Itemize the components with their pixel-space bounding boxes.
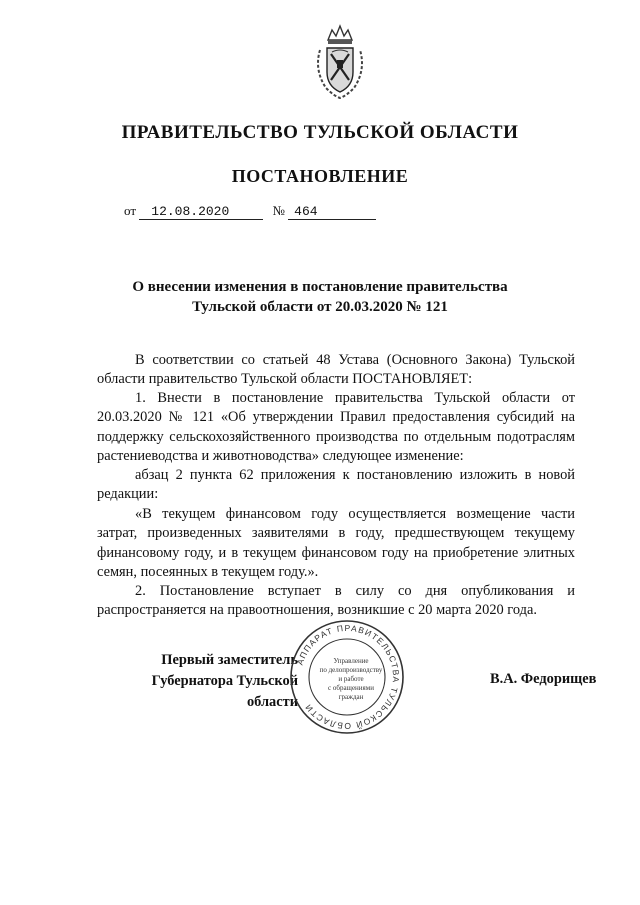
position-line-1: Первый заместитель (161, 652, 298, 668)
subject-line-2: Тульской области от 20.03.2020 № 121 (192, 299, 448, 315)
official-round-stamp-icon (288, 618, 406, 736)
paragraph-amendment-intro (97, 466, 575, 505)
paragraph-text: 2. Постановление вступает в силу со дня опубликования и распространяется на правоотношения, возникшие с 20 марта 2020 года. (97, 583, 575, 619)
paragraph-item-2 (97, 582, 575, 621)
paragraph-text: «В текущем финансовом году осуществляется возмещение части затрат, произведенных заявителями в году, предшествующем текущему финансовому году, и в текущем финансовом году на приобретение элитных семян, посеянных в текущем году.». (97, 506, 575, 580)
number-value: 464 (288, 204, 376, 220)
subject-line-1: О внесении изменения в постановление правительства (132, 279, 508, 295)
stamp-center-line-3: и работе (338, 675, 364, 683)
stamp-center-line-2: по делопроизводству (319, 666, 383, 674)
document-type: ПОСТАНОВЛЕНИЕ (231, 166, 409, 186)
date-prefix: от (124, 203, 137, 218)
date-value: 12.08.2020 (139, 204, 263, 220)
paragraph-text: В соответствии со статьей 48 Устава (Основного Закона) Тульской области правительство Тульской области ПОСТАНОВЛЯЕТ: (97, 352, 575, 388)
paragraph-preamble (97, 351, 575, 390)
government-title: ПРАВИТЕЛЬСТВО ТУЛЬСКОЙ ОБЛАСТИ (121, 122, 519, 143)
tula-coat-of-arms-icon (310, 22, 370, 100)
number-prefix: № (272, 203, 285, 218)
paragraph-new-wording (97, 505, 575, 582)
stamp-center-line-5: граждан (338, 693, 364, 701)
document-subject (0, 277, 640, 317)
signatory-position (100, 650, 298, 713)
stamp-center-line-1: Управление (333, 657, 369, 665)
position-line-2: Губернатора Тульской области (151, 673, 298, 710)
paragraph-text: абзац 2 пункта 62 приложения к постановлению изложить в новой редакции: (97, 467, 575, 503)
stamp-ring-text: АППАРАТ ПРАВИТЕЛЬСТВА ТУЛЬСКОЙ ОБЛАСТИ (294, 622, 402, 732)
paragraph-item-1 (97, 389, 575, 466)
stamp-center-line-4: с обращениями (328, 684, 374, 692)
paragraph-text: 1. Внести в постановление правительства Тульской области от 20.03.2020 № 121 «Об утверждении Правил предоставления субсидий на поддержку сельскохозяйственного производства по отдельным подотраслям растениеводства и животноводства» следующее изменение: (97, 390, 575, 464)
signatory-name: В.А. Федорищев (490, 671, 597, 687)
date-number-line (124, 203, 376, 220)
